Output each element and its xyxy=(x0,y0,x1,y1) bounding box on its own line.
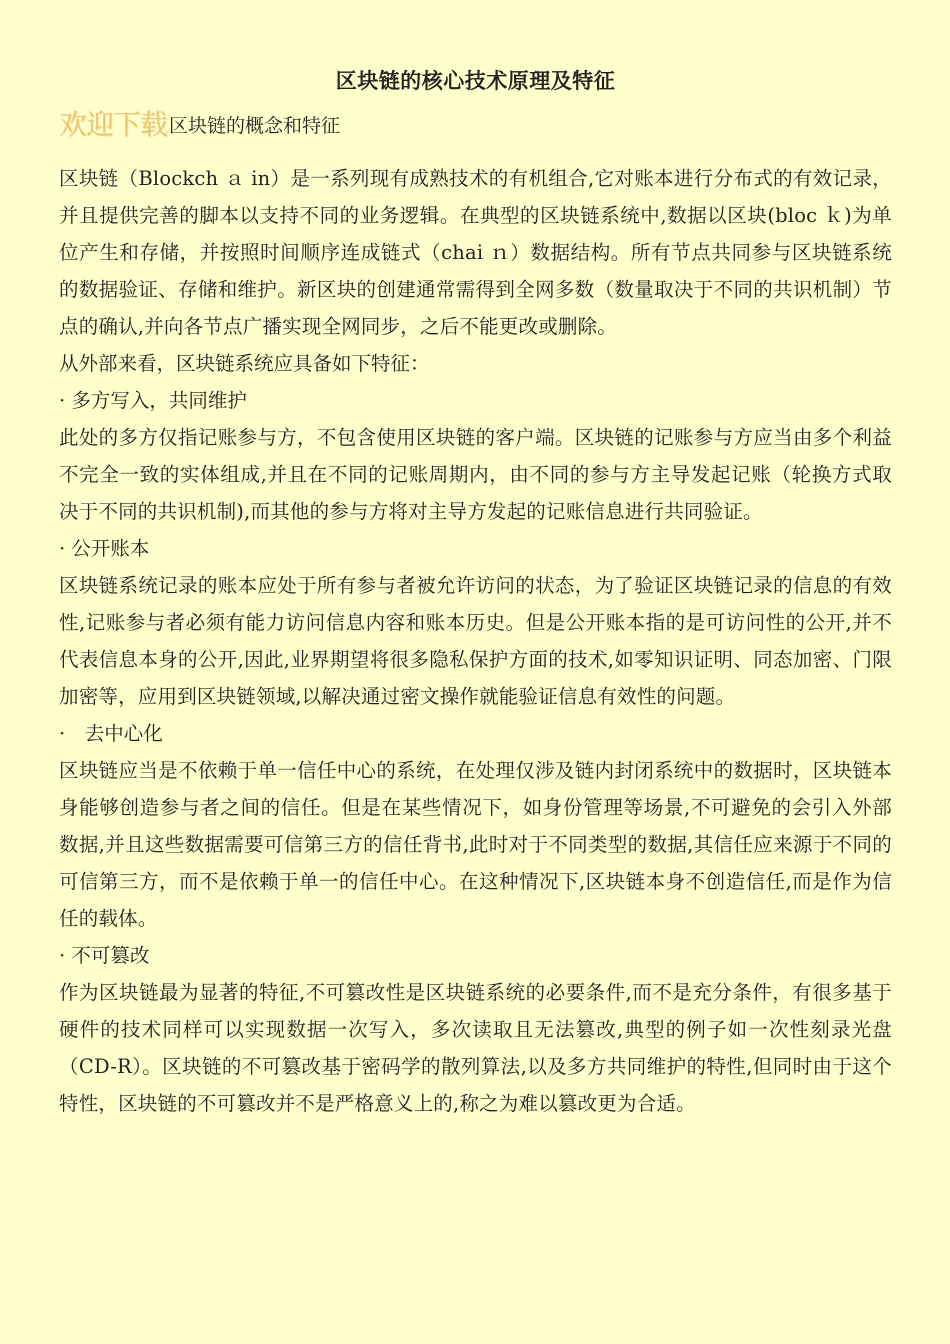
paragraph-multi-party-write: 此处的多方仅指记账参与方，不包含使用区块链的客户端。区块链的记账参与方应当由多个利益不完全一致的实体组成,并且在不同的记账周期内，由不同的参与方主导发起记账（轮换方式取决于不同的共识机制),而其他的参与方将对主导方发起的记账信息进行共同验证。 xyxy=(59,426,892,523)
intro-paragraph: 区块链（Blockch ａ in）是一系列现有成熟技术的有机组合,它对账本进行分布式的有效记录，并且提供完善的脚本以支持不同的业务逻辑。在典型的区块链系统中,数据以区块(bloc ｋ)为单位产生和存储，并按照时间顺序连成链式（chai ｎ）数据结构。所有节点共同参与区块链系统的数据验证、存储和维护。新区块的创建通常需得到全网多数（数量取决于不同的共识机制）节点的确认,并向各节点广播实现全网同步，之后不能更改或删除。 xyxy=(59,167,892,338)
document-body xyxy=(59,160,892,1122)
download-watermark: 欢迎下载 xyxy=(59,108,168,141)
paragraph-public-ledger: 区块链系统记录的账本应处于所有参与者被允许访问的状态，为了验证区块链记录的信息的有效性,记账参与者必须有能力访问信息内容和账本历史。但是公开账本指的是可访问性的公开,并不代表信息本身的公开,因此,业界期望将很多隐私保护方面的技术,如零知识证明、同态加密、门限加密等，应用到区块链领域,以解决通过密文操作就能验证信息有效性的问题。 xyxy=(59,574,892,708)
bullet-multi-party-write: · 多方写入，共同维护 xyxy=(59,389,247,412)
bullet-decentralization: · 去中心化 xyxy=(59,722,163,745)
document-title: 区块链的核心技术原理及特征 xyxy=(335,68,616,93)
section-heading xyxy=(59,106,340,142)
section-title: 区块链的概念和特征 xyxy=(169,115,341,137)
bullet-tamper-proof: · 不可篡改 xyxy=(59,944,150,967)
features-lead: 从外部来看，区块链系统应具备如下特征： xyxy=(59,352,430,375)
paragraph-tamper-proof: 作为区块链最为显著的特征,不可篡改性是区块链系统的必要条件,而不是充分条件，有很多基于硬件的技术同样可以实现数据一次写入，多次读取且无法篡改,典型的例子如一次性刻录光盘（CD-R）。区块链的不可篡改基于密码学的散列算法,以及多方共同维护的特性,但同时由于这个特性，区块链的不可篡改并不是严格意义上的,称之为难以篡改更为合适。 xyxy=(59,981,892,1115)
paragraph-decentralization: 区块链应当是不依赖于单一信任中心的系统，在处理仅涉及链内封闭系统中的数据时，区块链本身能够创造参与者之间的信任。但是在某些情况下，如身份管理等场景,不可避免的会引入外部数据,并且这些数据需要可信第三方的信任背书,此时对于不同类型的数据,其信任应来源于不同的可信第三方，而不是依赖于单一的信任中心。在这种情况下,区块链本身不创造信任,而是作为信任的载体。 xyxy=(59,759,892,930)
bullet-public-ledger: · 公开账本 xyxy=(59,537,150,560)
